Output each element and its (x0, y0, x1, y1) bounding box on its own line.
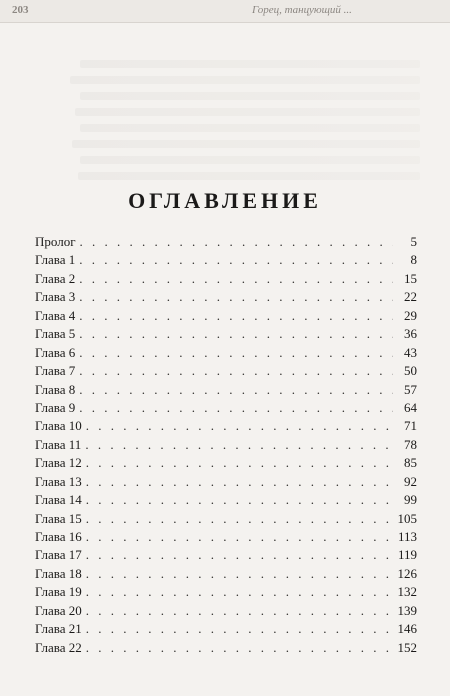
toc-entry (35, 251, 417, 269)
toc-entry-page: 92 (404, 473, 417, 489)
header-running-title: Горец, танцующий ... (252, 4, 352, 16)
bleed-through-line (75, 108, 420, 116)
toc-entry-page: 43 (404, 344, 417, 360)
toc-entry-page: 85 (404, 455, 417, 471)
toc-entry-label: Глава 14 (35, 492, 82, 508)
toc-leader-dots (79, 251, 393, 269)
toc-entry-label: Глава 12 (35, 455, 82, 471)
header-page-number: 203 (12, 4, 29, 16)
toc-leader-dots (86, 620, 393, 638)
toc-entry-label: Глава 20 (35, 602, 82, 618)
toc-leader-dots (79, 270, 393, 288)
toc-leader-dots (86, 602, 393, 620)
toc-entry-label: Глава 11 (35, 436, 82, 452)
toc-entry-page: 64 (404, 399, 417, 415)
toc-entry (35, 639, 417, 657)
toc-leader-dots (86, 510, 393, 528)
bleed-through-line (80, 92, 420, 100)
toc-leader-dots (86, 639, 393, 657)
toc-leader-dots (86, 491, 393, 509)
toc-entry (35, 288, 417, 306)
toc-entry-label: Глава 6 (35, 344, 76, 360)
toc-entry-page: 139 (397, 602, 417, 618)
toc-leader-dots (79, 288, 393, 306)
toc-entry-label: Глава 10 (35, 418, 82, 434)
toc-entry (35, 473, 417, 491)
bleed-through-line (80, 124, 420, 132)
toc-entry (35, 399, 417, 417)
toc-entry (35, 307, 417, 325)
toc-entry-label: Глава 5 (35, 326, 76, 342)
toc-leader-dots (79, 325, 393, 343)
page-title: ОГЛАВЛЕНИЕ (128, 188, 322, 213)
toc-leader-dots (80, 233, 393, 251)
bleed-through-line (70, 76, 420, 84)
page-header (0, 0, 450, 23)
toc-leader-dots (86, 565, 393, 583)
toc-entry-page: 57 (404, 381, 417, 397)
toc-entry-page: 5 (410, 234, 417, 249)
toc-entry-label: Пролог (35, 234, 76, 249)
toc-leader-dots (79, 399, 393, 417)
toc-leader-dots (86, 546, 393, 564)
toc-entry (35, 583, 417, 601)
toc-entry (35, 546, 417, 564)
toc-entry (35, 565, 417, 583)
toc-entry (35, 325, 417, 343)
toc-entry-page: 152 (397, 639, 417, 655)
toc-entry-page: 119 (397, 547, 417, 563)
toc-entry (35, 270, 417, 288)
toc-entry (35, 381, 417, 399)
toc-leader-dots (86, 528, 393, 546)
toc-entry-label: Глава 1 (35, 252, 76, 268)
toc-entry (35, 417, 417, 435)
toc-leader-dots (86, 454, 393, 472)
toc-entry-page: 99 (404, 492, 417, 508)
toc-entry (35, 233, 417, 251)
toc-entry-label: Глава 17 (35, 547, 82, 563)
toc-entry-page: 15 (404, 270, 417, 286)
toc-entry-page: 105 (397, 510, 417, 526)
toc-entry-page: 126 (397, 565, 417, 581)
toc-entry-page: 22 (404, 289, 417, 305)
toc-entry-label: Глава 4 (35, 307, 76, 323)
toc-entry-label: Глава 3 (35, 289, 76, 305)
toc-entry (35, 362, 417, 380)
toc-entry (35, 436, 417, 454)
toc-entry (35, 491, 417, 509)
toc-leader-dots (86, 473, 393, 491)
bleed-through-line (78, 172, 420, 180)
toc-entry-page: 36 (404, 326, 417, 342)
toc-entry-label: Глава 22 (35, 639, 82, 655)
toc-leader-dots (86, 417, 393, 435)
toc-entry (35, 620, 417, 638)
toc-entry-label: Глава 8 (35, 381, 76, 397)
toc-entry (35, 602, 417, 620)
toc-entry-label: Глава 15 (35, 510, 82, 526)
toc-entry-page: 113 (397, 529, 417, 544)
toc-entry-page: 132 (397, 584, 417, 600)
toc-entry-label: Глава 18 (35, 565, 82, 581)
toc-entry-label: Глава 21 (35, 621, 82, 637)
toc-entry-label: Глава 2 (35, 270, 76, 286)
bleed-through-line (72, 140, 420, 148)
toc-leader-dots (79, 307, 393, 325)
toc-entry-page: 29 (404, 307, 417, 323)
toc-entry-label: Глава 19 (35, 584, 82, 600)
toc-entry (35, 454, 417, 472)
toc-leader-dots (79, 362, 393, 380)
toc-entry (35, 528, 417, 546)
toc-entry-label: Глава 13 (35, 473, 82, 489)
toc-leader-dots (85, 436, 393, 454)
bleed-through-line (80, 156, 420, 164)
toc-entry-label: Глава 7 (35, 363, 76, 379)
toc-entry-page: 71 (404, 418, 417, 434)
toc-entry-page: 8 (410, 252, 417, 268)
toc-entry-page: 78 (404, 436, 417, 452)
toc-entry-page: 50 (404, 363, 417, 379)
bleed-through-line (80, 60, 420, 68)
toc-entry-label: Глава 9 (35, 399, 76, 415)
toc-entry (35, 510, 417, 528)
table-of-contents (35, 233, 417, 657)
toc-leader-dots (79, 381, 393, 399)
toc-leader-dots (79, 344, 393, 362)
toc-entry-label: Глава 16 (35, 529, 82, 544)
toc-entry (35, 344, 417, 362)
toc-entry-page: 146 (397, 621, 417, 637)
toc-leader-dots (86, 583, 393, 601)
